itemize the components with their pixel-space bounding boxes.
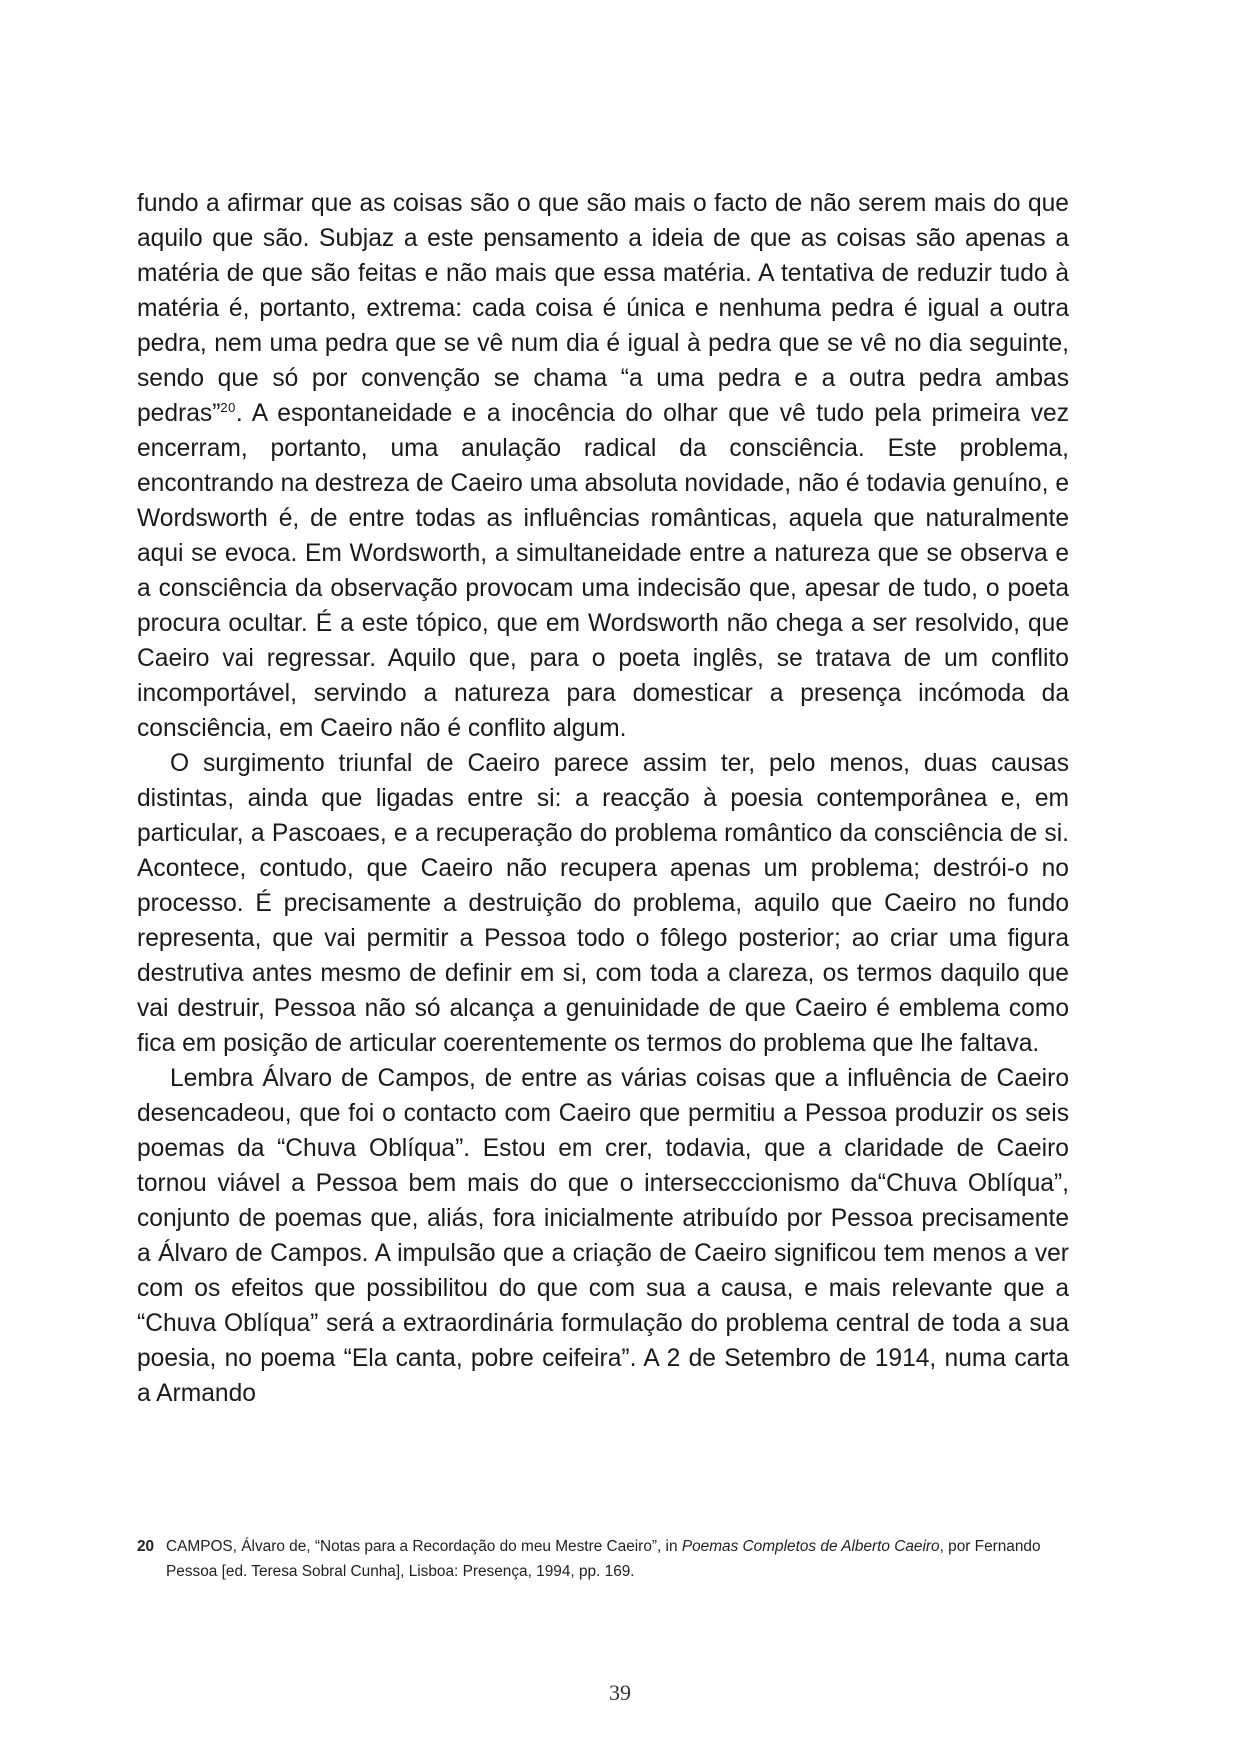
footnote-text-before: CAMPOS, Álvaro de, “Notas para a Recordação do meu Mestre Caeiro”, in [166, 1538, 682, 1555]
footnote-number: 20 [137, 1538, 155, 1555]
footnotes-section [137, 1534, 1069, 1584]
paragraph-1-text-after: . A espontaneidade e a inocência do olhar que vê tudo pela primeira vez encerram, portanto, uma anulação radical da consciência. Este problema, encontrando na destreza de Caeiro uma absoluta novidade, não é todavia genuíno, e Wordsworth é, de entre todas as influências românticas, aquela que naturalmente aqui se evoca. Em Wordsworth, a simultaneidade entre a natureza que se observa e a consciência da observação provocam uma indecisão que, apesar de tudo, o poeta procura ocultar. É a este tópico, que em Wordsworth não chega a ser resolvido, que Caeiro vai regressar. Aquilo que, para o poeta inglês, se tratava de um conflito incomportável, servindo a natureza para domesticar a presença incómoda da consciência, em Caeiro não é conflito algum. [137, 400, 1069, 742]
footnote-reference-20[interactable]: 20 [220, 400, 236, 415]
page-body [137, 186, 1069, 1411]
paragraph-3: Lembra Álvaro de Campos, de entre as várias coisas que a influência de Caeiro desencadeou, que foi o contacto com Caeiro que permitiu a Pessoa produzir os seis poemas da “Chuva Oblíqua”. Estou em crer, todavia, que a claridade de Caeiro tornou viável a Pessoa bem mais do que o intersecccionismo da“Chuva Oblíqua”, conjunto de poemas que, aliás, fora inicialmente atribuído por Pessoa precisamente a Álvaro de Campos. A impulsão que a criação de Caeiro significou tem menos a ver com os efeitos que possibilitou do que com sua a causa, e mais relevante que a “Chuva Oblíqua” será a extraordinária formulação do problema central de toda a sua poesia, no poema “Ela canta, pobre ceifeira”. A 2 de Setembro de 1914, numa carta a Armando [137, 1065, 1069, 1407]
footnote-text-after: , por Fernando Pessoa [ed. Teresa Sobral Cunha], Lisboa: Presença, 1994, pp. 169. [166, 1538, 1041, 1580]
footnote-20 [137, 1534, 1069, 1584]
footnote-book-title: Poemas Completos de Alberto Caeiro [681, 1538, 940, 1555]
paragraph-1 [137, 186, 1069, 746]
page-number: 39 [609, 1680, 631, 1705]
paragraph-2: O surgimento triunfal de Caeiro parece assim ter, pelo menos, duas causas distintas, ainda que ligadas entre si: a reacção à poesia contemporânea e, em particular, a Pascoaes, e a recuperação do problema romântico da consciência de si. Acontece, contudo, que Caeiro não recupera apenas um problema; destrói-o no processo. É precisamente a destruição do problema, aquilo que Caeiro no fundo representa, que vai permitir a Pessoa todo o fôlego posterior; ao criar uma figura destrutiva antes mesmo de definir em si, com toda a clareza, os termos daquilo que vai destruir, Pessoa não só alcança a genuinidade de que Caeiro é emblema como fica em posição de articular coerentemente os termos do problema que lhe faltava. [137, 750, 1069, 1057]
footnote-text [166, 1538, 1041, 1580]
paragraph-1-text-before: fundo a afirmar que as coisas são o que são mais o facto de não serem mais do que aquilo que são. Subjaz a este pensamento a ideia de que as coisas são apenas a matéria de que são feitas e não mais que essa matéria. A tentativa de reduzir tudo à matéria é, portanto, extrema: cada coisa é única e nenhuma pedra é igual a outra pedra, nem uma pedra que se vê num dia é igual à pedra que se vê no dia seguinte, sendo que só por convenção se chama “a uma pedra e a outra pedra ambas pedras” [137, 190, 1069, 427]
